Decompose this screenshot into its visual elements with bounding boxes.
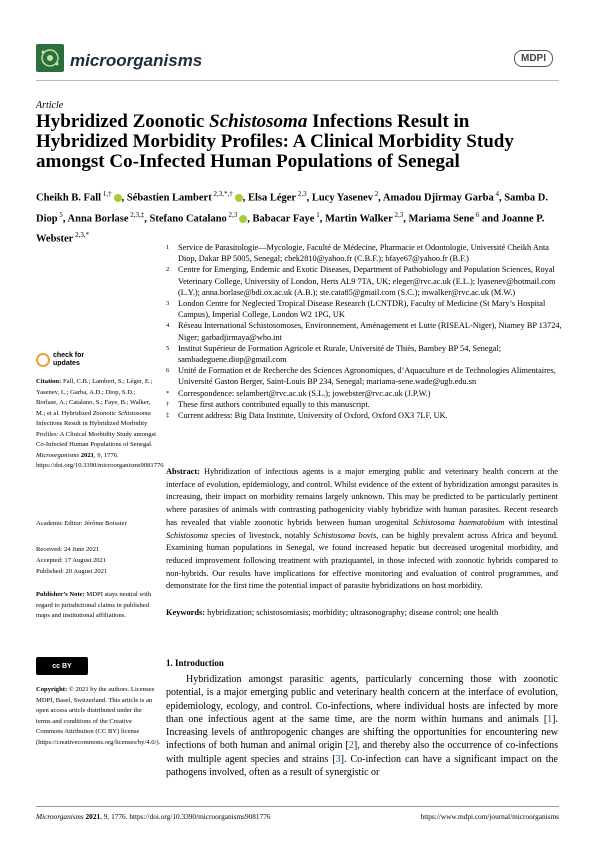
affiliation-text: Réseau International Schistosomoses, Environnement, Aménagement et Lutte (RISEAL-Niger), Niamey BP 13724, Niger; garbadjirmaya@who.int [178,321,562,342]
orcid-icon[interactable] [235,194,243,202]
affiliation-mark: * [166,389,170,397]
keywords: Keywords: hybridization; schistosomiasis; morbidity; ultrasonography; disease control; one health [166,608,499,617]
section-heading: 1. Introduction [166,658,224,668]
footer-journal-url[interactable]: https://www.mdpi.com/journal/microorganisms [420,812,559,821]
ref-link[interactable]: 3 [335,753,341,765]
footer-divider [36,806,559,807]
author-affiliation-marks: 2,3 [296,190,307,198]
affiliation-item [166,298,564,320]
author-affiliation-marks: 2 [372,190,379,198]
affiliation-item [166,320,564,342]
author-affiliation-marks: 1,† [101,190,112,198]
affiliation-text: Current address: Big Data Institute, University of Oxford, Oxford OX3 7LF, UK. [178,411,448,421]
author-name[interactable]: Anna Borlase [67,213,129,224]
author-name[interactable]: Sébastien Lambert [126,192,212,204]
affiliation-text: These first authors contributed equally to this manuscript. [178,399,370,409]
ref-link[interactable]: 2 [348,740,354,752]
affiliation-mark: 4 [166,322,170,330]
affiliation-text: Correspondence: selambert@rvc.ac.uk (S.L.); jowebster@rvc.ac.uk (J.P.W.) [178,388,431,398]
author-name[interactable]: Cheikh B. Fall [36,192,102,204]
published-date: Published: 20 August 2021 [36,568,108,575]
affiliation-mark: ‡ [166,412,170,420]
author-list: Cheikh B. Fall $^{1,\dagger}$ , Sébastien Lambert $^{2,3,*,\dagger}$ , Elsa Léger $^{2,3}$, Lucy Yasenev $^2$, Amadou Djirmay Garba $^4$, Samba D. Diop $^5$, Anna Borlase $^{2,3,\ddagger}$, Stefano Catalano $^{2,3}$ , Babacar Faye $^1$, Martin Walker $^{2,3}$, Mariama Sene $^6$ and Joanne P. Webster $^{2,3,*}$ [36,190,548,245]
affiliation-mark: 5 [166,344,170,352]
page-footer [36,812,559,821]
ref-link[interactable]: 1 [547,713,553,725]
academic-editor: Academic Editor: Jérôme Boissier [36,520,127,527]
publisher-note: Publisher’s Note: MDPI stays neutral with regard to jurisdictional claims in published maps and institutional affiliations. [36,591,152,619]
check-for-updates[interactable] [36,352,84,368]
journal-name[interactable]: microorganisms [70,51,203,70]
author-name[interactable]: Martin Walker [324,213,393,224]
author-affiliation-marks: 1 [314,210,320,219]
check-updates-line1: check for [53,352,85,359]
abstract: Abstract: Hybridization of infectious agents is a major emerging public and veterinary health concern at the interface of evolution, epidemiology, and control. Whilst evidence of the extent of hybridization amongst parasites is increasing, their impact on morbidity remains largely unknown. This may be predicted to be particularly pertinent where parasites of animals with contrasting pathogenicity viably hybridize with human parasites. Recent research has revealed that viable zoonotic hybrids between human urogenital Schistosoma haematobium with intestinal Schistosoma species of livestock, notably Schistosoma bovis, can be highly prevalent across Africa and beyond. Examining human populations in Senegal, we found increased hepatic but decreased urogenital morbidity, and reduced improvement following treatment with praziquantel, in those infected with zoonotic hybrids compared to non-hybrids. Our results have implications for effective monitoring and evaluation of control programmes, and demonstrate for the first time the potential impact of parasite hybridizations on host morbidity. [166,467,558,591]
check-updates-icon [36,353,50,367]
affiliation-item [166,343,564,365]
affiliation-item [166,399,564,410]
check-updates-line2: updates [53,360,80,367]
orcid-icon[interactable] [114,194,122,202]
affiliations [166,242,564,421]
author-name[interactable]: Mariama Sene [408,213,475,224]
author-affiliation-marks: 6 [474,210,480,219]
author-name[interactable]: Elsa Léger [247,192,297,204]
orcid-icon[interactable] [239,215,247,223]
author-affiliation-marks: 2,3,*,† [211,190,233,198]
affiliation-item [166,365,564,387]
affiliation-item [166,388,564,399]
affiliation-item [166,264,564,298]
author-name[interactable]: Joanne P. Webster [36,213,545,245]
affiliation-mark: 2 [166,266,170,274]
affiliation-text: Centre for Emerging, Endemic and Exotic Diseases, Department of Pathobiology and Population Sciences, Royal Veterinary College, University of London, Herts AL9 7TA, UK; eleger@rvc.ac.uk (E.L.); lyasenev@hotmail.com (L.Y.); anna.borlase@bdi.ox.ac.uk (A.B.); ste.cata85@gmail.com (S.C.); mwalker@rvc.ac.uk (M.W.) [178,265,556,297]
affiliation-mark: 1 [166,244,170,251]
article-title: Hybridized Zoonotic Schistosoma Infections Result in Hybridized Morbidity Profiles: A Clinical Morbidity Study amongst Co-Infected Human Populations of Senegal [36,111,514,172]
author-affiliation-marks: 4 [493,190,499,198]
author-affiliation-marks: 5 [57,210,63,219]
affiliation-text: Institut Supérieur de Formation Agricole et Rurale, Université de Thiès, Bambey BP 54, Senegal; sambadeguene.diop@gmail.com [178,343,502,365]
author-name[interactable]: Samba D. Diop [36,192,548,224]
footer-citation: Microorganisms 2021, 9, 1776. https://doi.org/10.3390/microorganisms9081776 [36,812,271,821]
affiliation-mark: 6 [166,367,170,375]
affiliation-item [166,242,564,264]
affiliation-mark: † [166,400,170,408]
publisher-logo[interactable]: MDPI [514,50,553,67]
author-name[interactable]: Amadou Djirmay Garba [382,192,494,204]
author-affiliation-marks: 2,3 [226,210,238,219]
journal-logo [36,44,64,72]
author-affiliation-marks: 2,3,‡ [128,210,145,219]
introduction-text: Hybridization amongst parasitic agents, particularly concerning those with zoonotic potential, is a major emerging public and veterinary health concern at the interface of evolution, epidemiology, ecology, and control. Co-infections, where individual hosts are infected by more than one infectious agent at the same time, are the norm within humans and animals [1]. Increasing levels of anthropogenic changes are shifting the opportunities for encountering new infections of both human and animal origin [2], and thereby also the occurrence of co-infections with multiple agent species and strains [3]. Co-infection can have a significant impact on the pathogens involved, often as a result of synergistic or [166,674,558,779]
header-divider [36,80,559,81]
author-affiliation-marks: 2,3 [392,210,404,219]
affiliation-text: Unité de Formation et de Recherche des Sciences Agronomiques, d’Aquaculture et de Technologies Alimentaires, Université Gaston Berger, Saint-Louis BP 234, Senegal; mariama-sene.wade@ugb.edu.sn [178,366,556,387]
copyright-notice: Copyright: © 2021 by the authors. Licensee MDPI, Basel, Switzerland. This article is an open access article distributed under the terms and conditions of the Creative Commons Attribution (CC BY) license (https://creativecommons.org/licenses/by/4.0/). [36,686,161,746]
citation-block: Citation: Fall, C.B.; Lambert, S.; Léger, E.; Yasenev, L.; Garba, A.D.; Diop, S.D.; Borlase, A.; Catalano, S.; Faye, B.; Walker, M.; et al. Hybridized Zoonotic Schistosoma Infections Result in Hybridized Morbidity Profiles: A Clinical Morbidity Study amongst Co-Infected Human Populations of Senegal. Microorganisms 2021, 9, 1776. https://doi.org/10.3390/microorganisms9081776 [36,378,164,469]
received-date: Received: 24 June 2021 [36,546,100,553]
affiliation-item [166,410,564,421]
affiliation-text: London Centre for Neglected Tropical Disease Research (LCNTDR), Faculty of Medicine (St Mary’s Hospital Campus), Imperial College, London W2 1PG, UK [178,299,546,320]
article-type: Article [36,100,64,111]
author-name[interactable]: Babacar Faye [252,213,315,224]
cc-by-license-badge[interactable]: cc BY [36,657,88,675]
affiliation-mark: 3 [166,300,170,308]
affiliation-text: Service de Parasitologie—Mycologie, Faculté de Médecine, Pharmacie et Odontologie, Université Cheikh Anta Diop, Dakar BP 5005, Senegal; chek2810@yahoo.fr (C.B.F.); bfaye67@yahoo.fr (B.F.) [178,243,549,264]
author-name[interactable]: Stefano Catalano [149,213,227,224]
accepted-date: Accepted: 17 August 2021 [36,557,107,564]
microbe-icon [36,44,64,72]
author-affiliation-marks: 2,3,* [73,231,90,239]
author-name[interactable]: Lucy Yasenev [311,192,373,204]
